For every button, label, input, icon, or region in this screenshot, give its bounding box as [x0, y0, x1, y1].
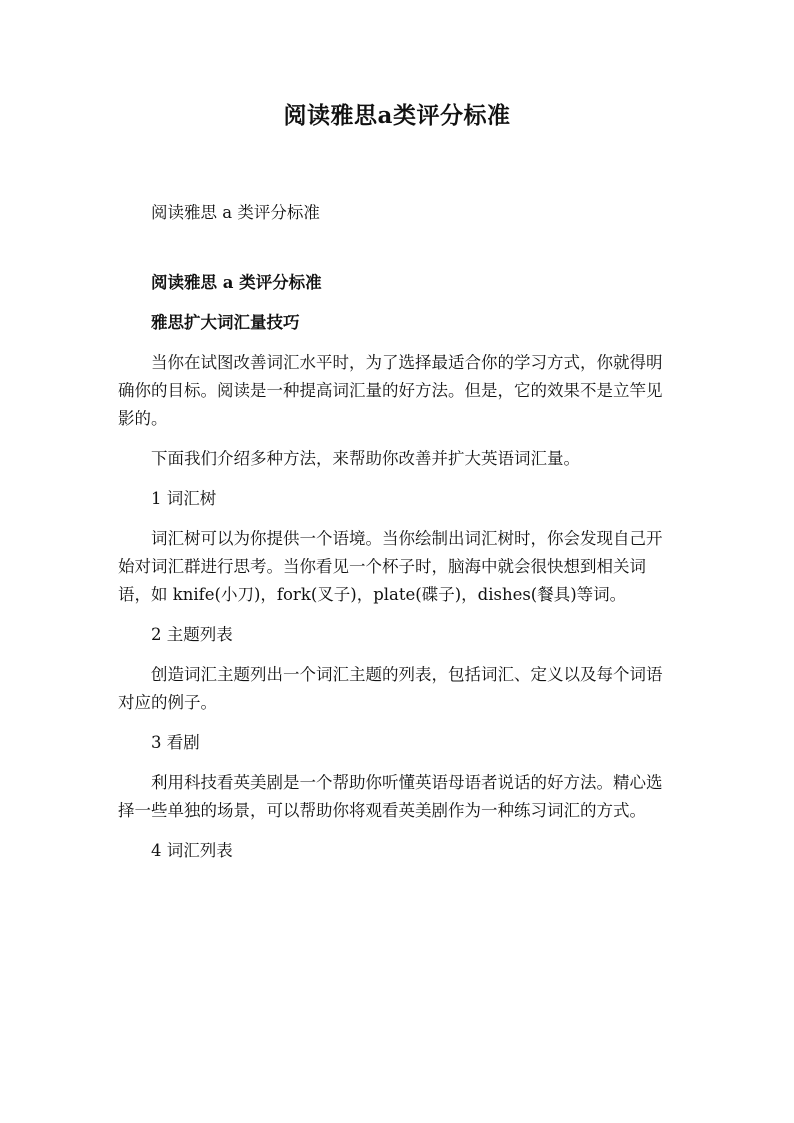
- method-2-title: 2 主题列表: [151, 625, 233, 644]
- method-2-body: 创造词汇主题列出一个词汇主题的列表，包括词汇、定义以及每个词语对应的例子。: [118, 665, 663, 712]
- section-subheading: 雅思扩大词汇量技巧: [151, 313, 300, 332]
- method-3-body: 利用科技看英美剧是一个帮助你听懂英语母语者说话的好方法。精心选择一些单独的场景，可以帮助你将观看英美剧作为一种练习词汇的方式。: [118, 773, 663, 820]
- section-heading: 阅读雅思 a 类评分标准: [151, 273, 322, 292]
- method-3-title: 3 看剧: [151, 733, 200, 752]
- document-subtitle: 阅读雅思 a 类评分标准: [151, 203, 320, 222]
- methods-intro-paragraph: 下面我们介绍多种方法，来帮助你改善并扩大英语词汇量。: [151, 449, 580, 468]
- intro-paragraph: 当你在试图改善词汇水平时，为了选择最适合你的学习方式，你就得明确你的目标。阅读是一种提高词汇量的好方法。但是，它的效果不是立竿见影的。: [118, 353, 663, 428]
- document-title: 阅读雅思a类评分标准: [283, 102, 511, 129]
- method-4-title: 4 词汇列表: [151, 841, 233, 860]
- method-1-title: 1 词汇树: [151, 489, 217, 508]
- method-1-body: 词汇树可以为你提供一个语境。当你绘制出词汇树时，你会发现自己开始对词汇群进行思考。当你看见一个杯子时，脑海中就会很快想到相关词语，如 knife(小刀)，fork(叉子)，plate(碟子)，dishes(餐具)等词。: [118, 529, 663, 604]
- document-body: [118, 199, 678, 865]
